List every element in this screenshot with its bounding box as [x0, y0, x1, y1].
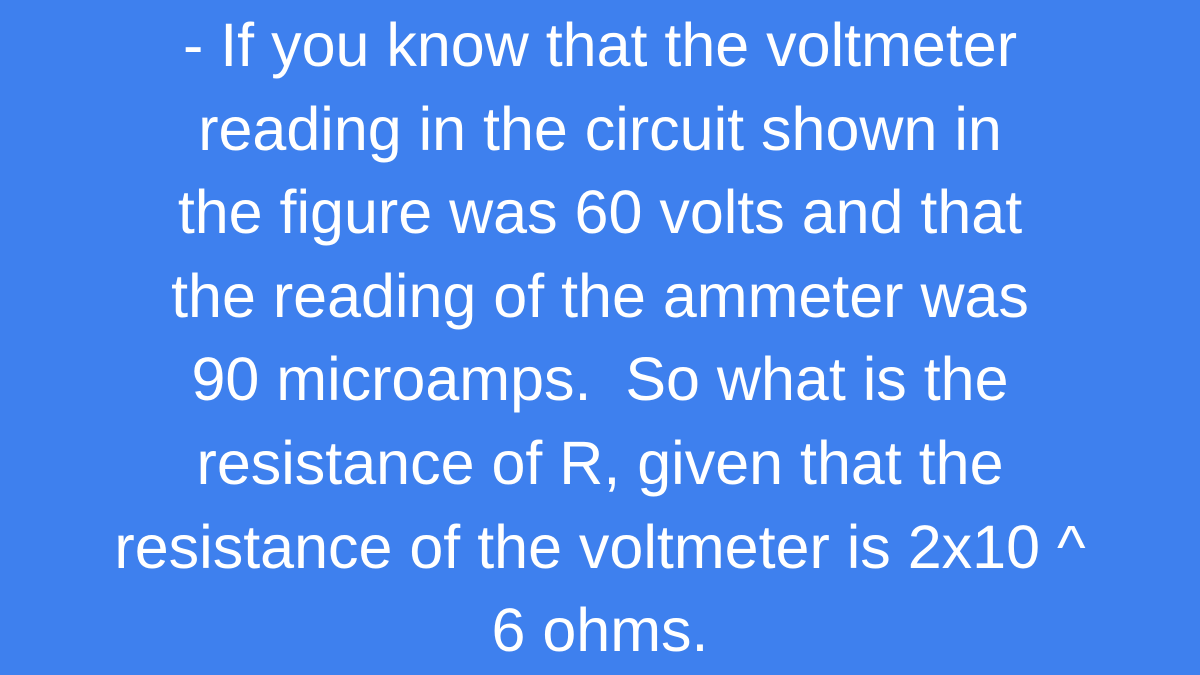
question-line-3: the figure was 60 volts and that [177, 178, 1023, 247]
question-line-8: 6 ohms. [491, 596, 709, 665]
question-line-6: resistance of R, given that the [196, 428, 1004, 497]
question-line-2: reading in the circuit shown in [198, 94, 1002, 163]
question-line-5: 90 microamps. So what is the [191, 345, 1009, 414]
question-text [0, 4, 1200, 673]
question-line-1: - If you know that the voltmeter [182, 11, 1018, 79]
question-line-4: the reading of the ammeter was [171, 261, 1029, 330]
question-line-7: resistance of the voltmeter is 2x10 ^ [114, 512, 1086, 581]
